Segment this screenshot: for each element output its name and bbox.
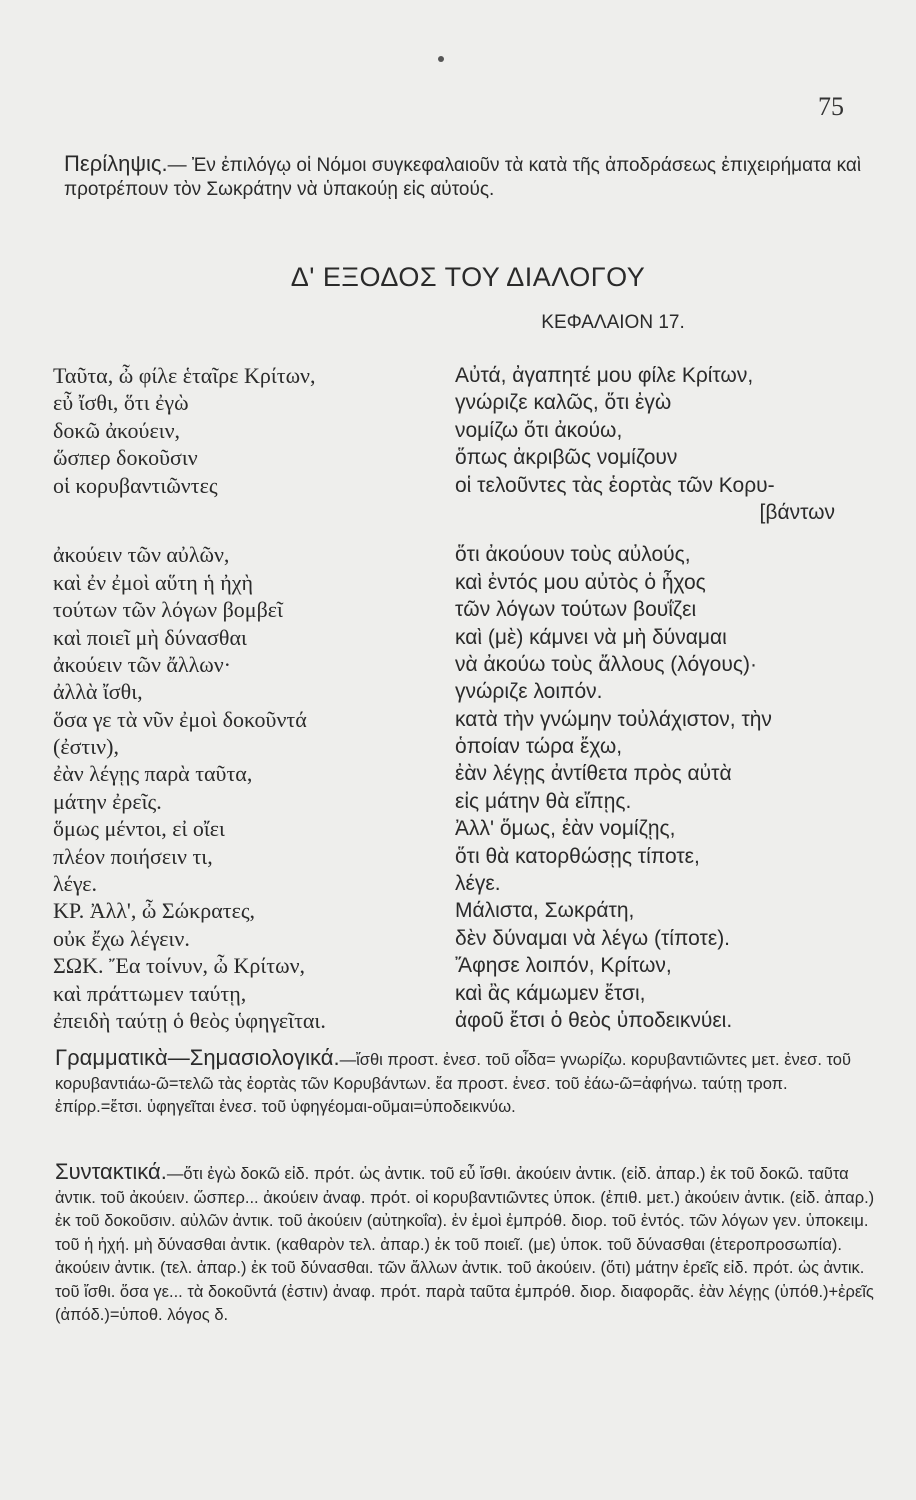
ancient-line: ἀκούειν τῶν αὐλῶν, <box>53 542 230 568</box>
grammar-body: —ἴσθι προστ. ἐνεσ. τοῦ οἶδα= γνωρίζω. κορυβαντιῶντες μετ. ἐνεσ. τοῦ κορυβαντιάω-ῶ=τελῶ τὰς ἑορτὰς τῶν Κορυβάντων. ἔα προστ. ἐνεσ. τοῦ ἐάω-ῶ=ἀφήνω. ταύτῃ τροπ. ἐπίρρ.=ἔτσι. ὑφηγεῖται ἐνεσ. τοῦ ὑφηγέομαι-οῦμαι=ὑποδεικνύω. <box>55 1051 851 1116</box>
translation-line: καὶ ἐντός μου αὐτὸς ὁ ἦχος <box>455 570 706 594</box>
translation-line: δὲν δύναμαι νὰ λέγω (τίποτε). <box>455 926 731 950</box>
ancient-line: λέγε. <box>53 871 97 897</box>
translation-line: γνώριζε λοιπόν. <box>455 680 603 704</box>
translation-line: κατὰ τὴν γνώμην τοὐλάχιστον, τὴν <box>455 707 772 731</box>
ancient-line: καὶ ἐν ἐμοὶ αὕτη ἡ ἠχὴ <box>53 569 254 595</box>
translation-line: εἰς μάτην θὰ εἴπῃς. <box>455 789 632 813</box>
ink-dot <box>438 56 444 62</box>
page-number: 75 <box>818 92 844 121</box>
syntax-body: —ὅτι ἐγὼ δοκῶ εἰδ. πρότ. ὡς ἀντικ. τοῦ εὖ ἴσθι. ἀκούειν ἀντικ. (εἰδ. ἀπαρ.) ἐκ τοῦ δοκῶ. ταῦτα ἀντικ. τοῦ ἀκούειν. ὥσπερ... ἀκούειν ἀναφ. πρότ. οἱ κορυβαντιῶντες ὑποκ. (ἐπιθ. μετ.) ἀκούειν ἀντικ. (εἰδ. ἀπαρ.) ἐκ τοῦ δοκοῦσιν. αὐλῶν ἀντικ. τοῦ ἀκούειν (αὐτηκοΐα). ἐν ἐμοὶ ἐμπρόθ. διορ. τοῦ ἐντός. τῶν λόγων γεν. ὑποκειμ. τοῦ ἡ ἠχή. μὴ δύνασθαι ἀντικ. (καθαρὸν τελ. ἀπαρ.) ἐκ τοῦ ποιεῖ. (με) ὑποκ. τοῦ δύνασθαι (ἑτεροπροσωπία). ἀκούειν ἀντικ. (τελ. ἀπαρ.) ἐκ τοῦ δύνασθαι. τῶν ἄλλων ἀντικ. τοῦ ἀκούειν. (ὅτι) μάτην ἐρεῖς εἰδ. πρότ. ὡς ἀντικ. τοῦ ἴσθι. ὅσα γε... τὰ δοκοῦντά (ἐστιν) ἀναφ. πρότ. παρὰ ταῦτα ἐμπρόθ. διορ. διαφορᾶς. ἐὰν λέγῃς (ὑπόθ.)+ἐρεῖς (ἀπόδ.)=ὑποθ. λόγος δ. <box>55 1165 875 1324</box>
ancient-line: δοκῶ ἀκούειν, <box>53 417 181 443</box>
ancient-line: τούτων τῶν λόγων βομβεῖ <box>53 597 283 623</box>
ancient-line <box>53 499 433 526</box>
translation-line: καὶ ἂς κάμωμεν ἔτσι, <box>455 981 646 1005</box>
ancient-line: Ταῦτα, ὦ φίλε ἑταῖρε Κρίτων, <box>53 363 316 388</box>
translation-line: τῶν λόγων τούτων βουΐζει <box>455 598 697 622</box>
ancient-line: πλέον ποιήσειν τι, <box>53 843 213 869</box>
ancient-line: οἱ κορυβαντιῶντες <box>53 472 218 498</box>
ancient-line: καὶ πράττωμεν ταύτῃ, <box>53 980 247 1006</box>
ancient-line: ΚΡ. Ἀλλ', ὦ Σώκρατες, <box>53 898 256 924</box>
translation-line: Ἄφησε λοιπόν, Κρίτων, <box>455 954 672 978</box>
grammar-heading: Γραμματικὰ—Σημασιολογικά. <box>55 1045 340 1070</box>
ancient-line: ὅμως μέντοι, εἰ οἴει <box>53 816 225 842</box>
translation-line: γνώριζε καλῶς, ὅτι ἐγὼ <box>455 391 672 415</box>
summary-text: — Ἐν ἐπιλόγῳ οἱ Νόμοι συγκεφαλαιοῦν τὰ κατὰ τῆς ἀποδράσεως ἐπιχειρήματα καὶ προτρέπουν τὸν Σωκράτην νὰ ὑπακούῃ εἰς αὐτούς. <box>64 155 862 200</box>
translation-line: ἀφοῦ ἔτσι ὁ θεὸς ὑποδεικνύει. <box>455 1008 733 1032</box>
ancient-line: ἀκούειν τῶν ἄλλων· <box>53 651 232 677</box>
translation-line: ὅτι θὰ κατορθώσῃς τίποτε, <box>455 844 700 868</box>
translation-line: [βάντων <box>759 500 835 524</box>
translation-line: λέγε. <box>455 872 501 896</box>
translation-line: οἱ τελοῦντες τὰς ἑορτὰς τῶν Κορυ- <box>455 473 775 497</box>
section-title: Δ' ΕΞΟΔΟΣ ΤΟΥ ΔΙΑΛΟΓΟΥ <box>290 262 646 292</box>
chapter-heading: ΚΕΦΑΛΑΙΟΝ 17. <box>541 312 685 333</box>
syntax-notes <box>55 1160 875 1328</box>
syntax-heading: Συντακτικά. <box>55 1159 167 1184</box>
translation-line: ὁποίαν τώρα ἔχω, <box>455 735 623 759</box>
translation-line: Ἀλλ' ὅμως, ἐὰν νομίζῃς, <box>455 817 676 841</box>
ancient-line: μάτην ἐρεῖς. <box>53 788 162 814</box>
ancient-line: καὶ ποιεῖ μὴ δύνασθαι <box>53 624 247 650</box>
ancient-line: (ἐστιν), <box>53 734 119 760</box>
ancient-line: ὅσα γε τὰ νῦν ἐμοὶ δοκοῦντά <box>53 706 307 732</box>
summary-paragraph <box>64 152 864 202</box>
translation-line: καὶ (μὲ) κάμνει νὰ μὴ δύναμαι <box>455 625 727 649</box>
translation-line: ὅτι ἀκούουν τοὺς αὐλούς, <box>455 543 691 567</box>
ancient-line: οὐκ ἔχω λέγειν. <box>53 925 190 951</box>
translation-line: Μάλιστα, Σωκράτη, <box>455 899 635 923</box>
ancient-line: εὖ ἴσθι, ὅτι ἐγὼ <box>53 390 189 416</box>
ancient-line: ΣΩΚ. Ἔα τοίνυν, ὦ Κρίτων, <box>53 953 306 979</box>
summary-lead: Περίληψις. <box>64 151 168 176</box>
translation-line: ὅπως ἀκριβῶς νομίζουν <box>455 446 678 470</box>
ancient-line: ἀλλὰ ἴσθι, <box>53 679 143 705</box>
grammar-notes <box>55 1046 875 1120</box>
ancient-line: ἐπειδὴ ταύτῃ ὁ θεὸς ὑφηγεῖται. <box>53 1007 326 1033</box>
translation-line: Αὐτά, ἀγαπητέ μου φίλε Κρίτων, <box>455 364 754 387</box>
translation-line: νὰ ἀκούω τοὺς ἄλλους (λόγους)· <box>455 652 757 676</box>
translation-column <box>455 362 875 1034</box>
translation-line: ἐὰν λέγῃς ἀντίθετα πρὸς αὐτὰ <box>455 762 732 786</box>
ancient-text-column <box>53 362 433 1034</box>
ancient-line: ἐὰν λέγῃς παρὰ ταῦτα, <box>53 761 253 787</box>
ancient-line: ὥσπερ δοκοῦσιν <box>53 445 198 471</box>
translation-line: νομίζω ὅτι ἀκούω, <box>455 418 623 442</box>
